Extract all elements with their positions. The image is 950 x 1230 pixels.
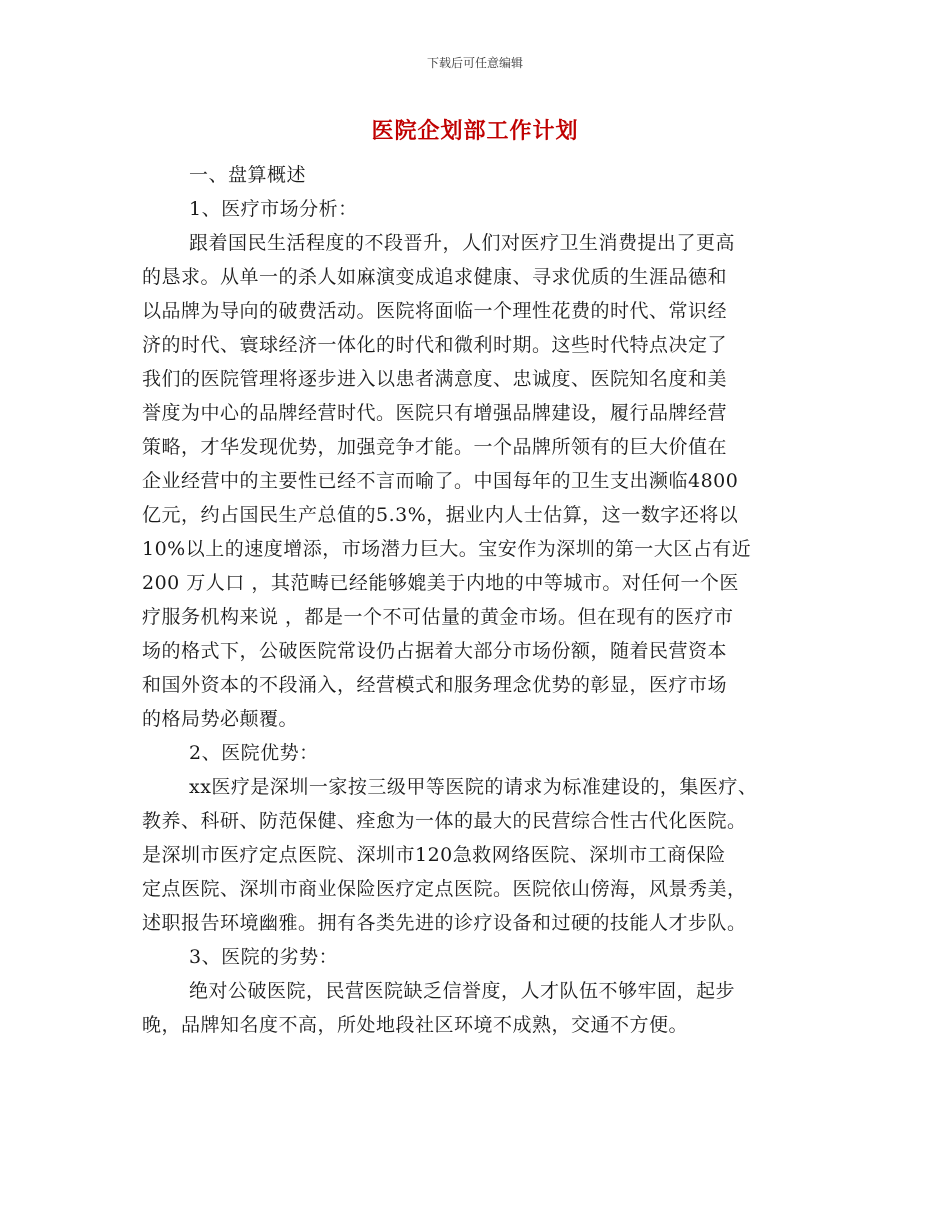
- text-line: xx医疗是深圳一家按三级甲等医院的请求为标准建设的，集医疗、: [189, 776, 758, 798]
- text-line: 10%以上的速度增添，市场潜力巨大。宝安作为深圳的第一大区占有近: [142, 538, 752, 560]
- text-line: 定点医院、深圳市商业保险医疗定点医院。医院依山傍海，风景秀美，: [142, 878, 747, 900]
- text-line: 述职报告环境幽雅。拥有各类先进的诊疗设备和过硬的技能人才步队。: [142, 912, 747, 934]
- text-line: 以品牌为导向的破费活动。医院将面临一个理性花费的时代、常识经: [142, 300, 728, 322]
- text-line: 晚，品牌知名度不高，所处地段社区环境不成熟，交通不方便。: [142, 1014, 689, 1036]
- text-line: 200 万人口 ，其范畴已经能够媲美于内地的中等城市。对任何一个医: [142, 572, 739, 594]
- text-line: 一、盘算概述: [189, 164, 307, 186]
- text-line: 和国外资本的不段涌入，经营模式和服务理念优势的彰显，医疗市场: [142, 674, 728, 696]
- header-note: 下载后可任意编辑: [426, 56, 523, 70]
- document-title: 医院企划部工作计划: [371, 118, 579, 144]
- text-line: 1、医疗市场分析：: [189, 198, 358, 220]
- text-line: 企业经营中的主要性已经不言而喻了。中国每年的卫生支出濒临4800: [142, 470, 739, 492]
- text-line: 的恳求。从单一的杀人如麻演变成追求健康、寻求优质的生涯品德和: [142, 266, 728, 288]
- text-line: 的格局势必颠覆。: [142, 708, 299, 730]
- text-line: 是深圳市医疗定点医院、深圳市120急救网络医院、深圳市工商保险: [142, 844, 726, 866]
- text-line: 场的格式下，公破医院常设仍占据着大部分市场份额，随着民营资本: [142, 640, 728, 662]
- text-line: 3、医院的劣势：: [189, 946, 339, 968]
- text-line: 疗服务机构来说 ，都是一个不可估量的黄金市场。但在现有的医疗市: [142, 606, 734, 628]
- document-body: [142, 158, 812, 1042]
- text-line: 济的时代、寰球经济一体化的时代和微利时期。这些时代特点决定了: [142, 334, 728, 356]
- text-line: 亿元，约占国民生产总值的5.3%，据业内人士估算，这一数字还将以: [142, 504, 739, 526]
- text-line: 跟着国民生活程度的不段晋升，人们对医疗卫生消费提出了更高: [189, 232, 736, 254]
- text-line: 绝对公破医院，民营医院缺乏信誉度，人才队伍不够牢固，起步: [189, 980, 736, 1002]
- text-line: 2、医院优势：: [189, 742, 319, 764]
- text-line: 我们的医院管理将逐步进入以患者满意度、忠诚度、医院知名度和美: [142, 368, 728, 390]
- text-line: 教养、科研、防范保健、痊愈为一体的最大的民营综合性古代化医院。: [142, 810, 747, 832]
- text-line: 策略，才华发现优势，加强竞争才能。一个品牌所领有的巨大价值在: [142, 436, 728, 458]
- text-line: 誉度为中心的品牌经营时代。医院只有增强品牌建设，履行品牌经营: [142, 402, 728, 424]
